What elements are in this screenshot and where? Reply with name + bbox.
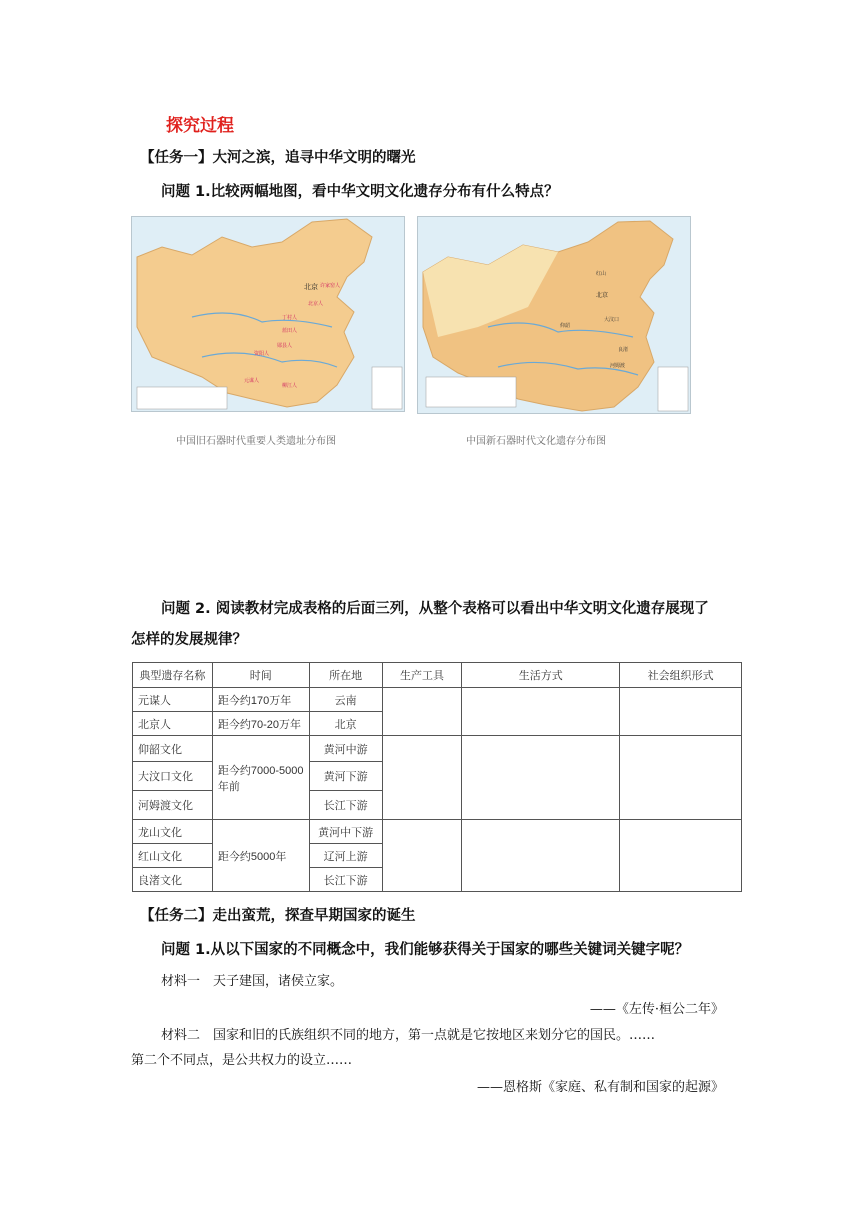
- relic-name: 仰韶文化: [133, 736, 213, 762]
- task1-question2-line1: 问题 2. 阅读教材完成表格的后面三列，从整个表格可以看出中华文明文化遗存展现了: [161, 601, 709, 617]
- relic-place: 辽河上游: [309, 844, 382, 868]
- right-map-caption: 中国新石器时代文化遗存分布图: [466, 436, 606, 447]
- cultural-relics-table: [132, 662, 742, 892]
- table-row: [133, 688, 742, 712]
- social-organization-cell[interactable]: [620, 820, 742, 892]
- social-organization-cell[interactable]: [620, 736, 742, 820]
- relic-place: 云南: [309, 688, 382, 712]
- map-label-4: 郧县人: [277, 343, 293, 349]
- material2-source: ——恩格斯《家庭、私有制和国家的起源》: [476, 1080, 724, 1095]
- material1-source: ——《左传·桓公二年》: [589, 1002, 724, 1017]
- material2-line1: 材料二 国家和旧的氏族组织不同的地方，第一点就是它按地区来划分它的国民。……: [161, 1028, 656, 1043]
- lifestyle-cell[interactable]: [462, 820, 620, 892]
- relic-name: 河姆渡文化: [133, 791, 213, 820]
- relic-place: 黄河中下游: [309, 820, 382, 844]
- relic-place: 长江下游: [309, 791, 382, 820]
- relic-name: 龙山文化: [133, 820, 213, 844]
- map-label-hemudu: 河姆渡: [610, 363, 626, 369]
- relic-time: 距今约170万年: [212, 688, 309, 712]
- header-social-organization: 社会组织形式: [620, 663, 742, 688]
- relic-place: 黄河下游: [309, 762, 382, 791]
- header-lifestyle: 生活方式: [462, 663, 620, 688]
- header-tools: 生产工具: [382, 663, 462, 688]
- relic-name: 红山文化: [133, 844, 213, 868]
- task1-question1: 问题 1.比较两幅地图，看中华文明文化遗存分布有什么特点？: [161, 184, 559, 200]
- relic-time: 距今约5000年: [212, 820, 309, 892]
- header-place: 所在地: [309, 663, 382, 688]
- material2-line2: 第二个不同点，是公共权力的设立……: [131, 1053, 353, 1068]
- map-label-beijing: 北京: [304, 283, 318, 291]
- relic-time: 距今约70-20万年: [212, 712, 309, 736]
- map-label-3: 蓝田人: [282, 328, 298, 334]
- table-row: [133, 820, 742, 844]
- tools-cell[interactable]: [382, 688, 462, 736]
- relic-name: 北京人: [133, 712, 213, 736]
- paleolithic-map-graphic: [132, 217, 404, 411]
- left-map-caption: 中国旧石器时代重要人类遗址分布图: [176, 436, 336, 447]
- lifestyle-cell[interactable]: [462, 736, 620, 820]
- map-label-7: 资阳人: [254, 351, 270, 357]
- map-label-1: 北京人: [308, 301, 324, 307]
- tools-cell[interactable]: [382, 736, 462, 820]
- map-label-2: 丁村人: [282, 315, 298, 321]
- table-row: [133, 736, 742, 762]
- map-label-yangshao: 仰韶: [560, 323, 571, 329]
- relic-name: 大汶口文化: [133, 762, 213, 791]
- task2-title: 【任务二】走出蛮荒，探查早期国家的诞生: [140, 908, 416, 924]
- paleolithic-sites-map: [131, 216, 405, 412]
- relic-place: 北京: [309, 712, 382, 736]
- tools-cell[interactable]: [382, 820, 462, 892]
- neolithic-map-graphic: [418, 217, 690, 413]
- map-label-beijing-right: 北京: [596, 292, 609, 299]
- map-label-hongshan: 红山: [596, 271, 607, 277]
- relic-time: 距今约7000-5000年前: [212, 736, 309, 820]
- header-time: 时间: [212, 663, 309, 688]
- neolithic-sites-map: [417, 216, 691, 414]
- map-label-5: 元谋人: [244, 378, 260, 384]
- section-title: 探究过程: [166, 116, 234, 136]
- material1: 材料一 天子建国，诸侯立家。: [161, 974, 344, 989]
- map-label-liangzhu: 良渚: [618, 347, 629, 353]
- relic-place: 黄河中游: [309, 736, 382, 762]
- relic-name: 良渚文化: [133, 868, 213, 892]
- task1-question2-line2: 怎样的发展规律？: [131, 632, 247, 648]
- map-label-dawenkou: 大汶口: [604, 317, 620, 323]
- social-organization-cell[interactable]: [620, 688, 742, 736]
- relic-name: 元谋人: [133, 688, 213, 712]
- task2-question1: 问题 1.从以下国家的不同概念中，我们能够获得关于国家的哪些关键词关键字呢？: [161, 942, 690, 958]
- map-label-8: 许家窑人: [320, 283, 341, 289]
- lifestyle-cell[interactable]: [462, 688, 620, 736]
- header-name: 典型遗存名称: [133, 663, 213, 688]
- table-header-row: [133, 663, 742, 688]
- map-label-6: 柳江人: [282, 383, 298, 389]
- relic-place: 长江下游: [309, 868, 382, 892]
- task1-title: 【任务一】大河之滨，追寻中华文明的曙光: [140, 150, 416, 166]
